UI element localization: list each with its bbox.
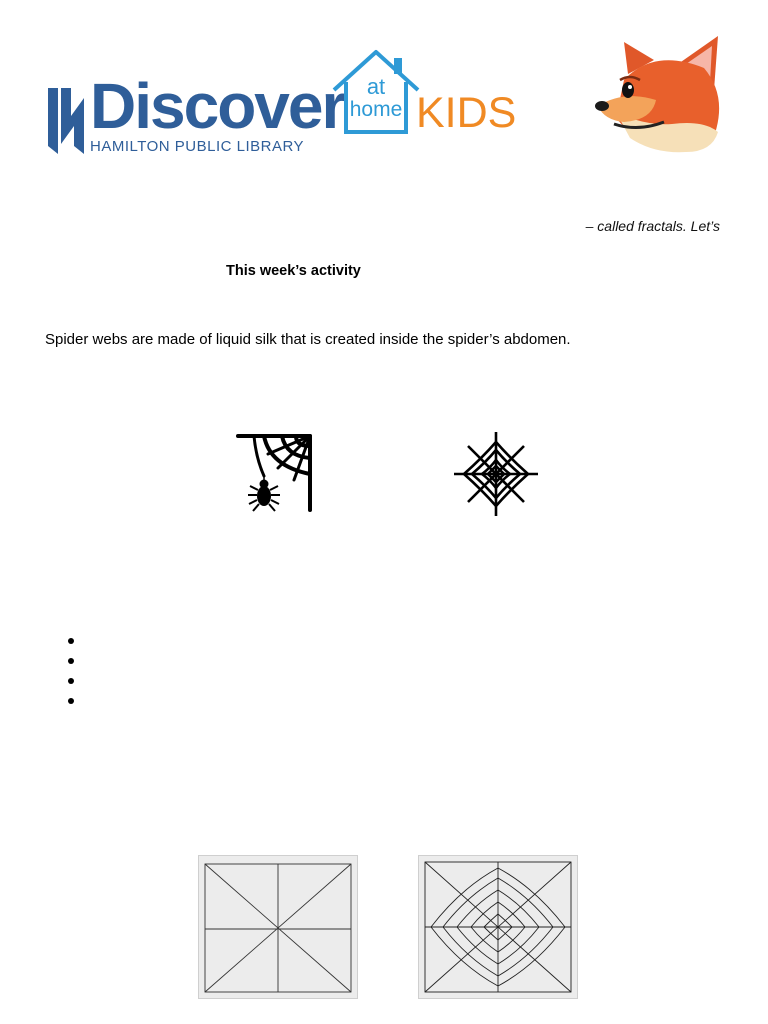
- web-step-2-photo: [418, 855, 578, 999]
- spiderweb-icon: [452, 430, 540, 518]
- at-home-house-logo: [330, 48, 422, 136]
- activity-heading: This week’s activity: [226, 263, 361, 279]
- fox-mascot: [594, 34, 726, 156]
- discover-logo-text: Discover: [90, 70, 345, 142]
- kids-logo-text: KIDS: [416, 89, 517, 137]
- corner-spiderweb-icon: [234, 432, 316, 514]
- web-step-1-photo: [198, 855, 358, 999]
- house-home-text: home: [349, 98, 403, 121]
- library-logo-mark: [48, 88, 88, 154]
- house-at-text: at: [366, 74, 386, 99]
- fractals-note: – called fractals. Let’s: [585, 218, 720, 234]
- library-name: HAMILTON PUBLIC LIBRARY: [90, 138, 305, 155]
- intro-paragraph: Spider webs are made of liquid silk that is created inside the spider’s abdomen.: [45, 331, 571, 348]
